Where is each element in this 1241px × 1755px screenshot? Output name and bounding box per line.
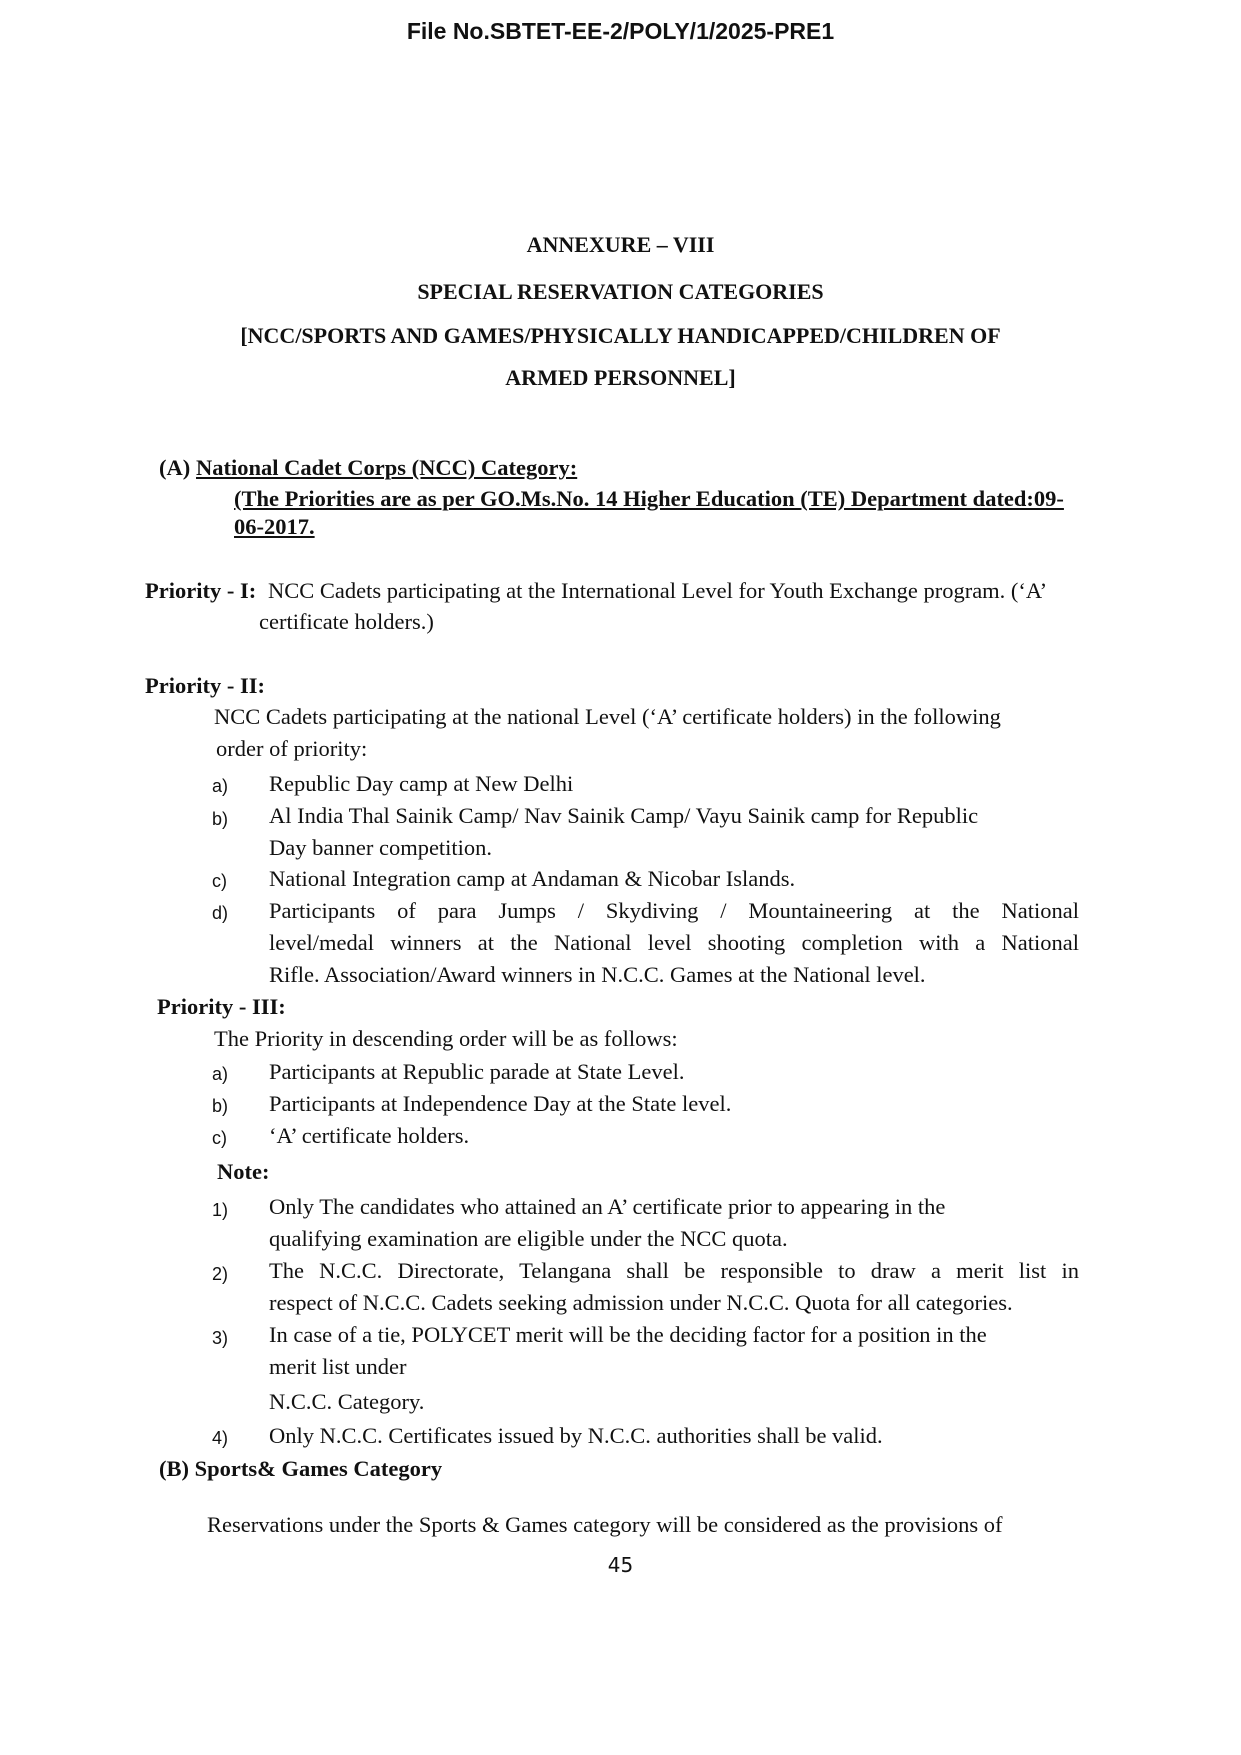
list-item: ‘A’ certificate holders. — [269, 1123, 470, 1148]
list-item-cont: qualifying examination are eligible under the NCC quota. — [269, 1226, 788, 1251]
list-marker: c) — [212, 871, 227, 891]
annexure-heading: ANNEXURE – VIII — [526, 232, 715, 257]
list-item: Al India Thal Sainik Camp/ Nav Sainik Camp/ Vayu Sainik camp for Republic — [269, 803, 979, 828]
priority-2-intro: NCC Cadets participating at the national Level (‘A’ certificate holders) in the following — [214, 704, 1001, 729]
list-marker: d) — [212, 903, 229, 923]
list-item: Participants at Independence Day at the State level. — [269, 1091, 732, 1116]
section-a-heading: National Cadet Corps (NCC) Category: — [196, 455, 578, 480]
list-marker: c) — [212, 1128, 227, 1148]
list-marker: b) — [212, 1096, 229, 1116]
list-item-cont: Day banner competition. — [269, 835, 493, 860]
subtitle-line-1: [NCC/SPORTS AND GAMES/PHYSICALLY HANDICAPPED/CHILDREN OF — [240, 323, 1001, 348]
priority-2-label: Priority - II: — [145, 673, 265, 698]
priority-1-label: Priority - I: — [145, 578, 257, 603]
subtitle-line-2: ARMED PERSONNEL] — [505, 365, 736, 390]
priority-2-intro-cont: order of priority: — [216, 736, 368, 761]
list-item: Participants at Republic parade at State Level. — [269, 1059, 685, 1084]
list-item: Only N.C.C. Certificates issued by N.C.C. authorities shall be valid. — [269, 1423, 883, 1448]
list-item: Participants of para Jumps / Skydiving / Mountaineering at the National — [269, 898, 1079, 923]
list-item: Republic Day camp at New Delhi — [269, 771, 574, 796]
list-item-cont: merit list under — [269, 1354, 407, 1379]
list-item: Only The candidates who attained an A’ certificate prior to appearing in the — [269, 1194, 946, 1219]
file-number: File No.SBTET-EE-2/POLY/1/2025-PRE1 — [406, 18, 835, 44]
priority-3-label: Priority - III: — [157, 994, 286, 1019]
list-marker: 2) — [212, 1264, 229, 1284]
page-title: SPECIAL RESERVATION CATEGORIES — [417, 279, 824, 304]
note-label: Note: — [217, 1159, 270, 1184]
section-b-text: Reservations under the Sports & Games category will be considered as the provisions of — [207, 1512, 1003, 1537]
section-a-label: (A) — [159, 455, 191, 480]
section-a-go-reference: (The Priorities are as per GO.Ms.No. 14 Higher Education (TE) Department dated:09- — [234, 486, 1064, 511]
list-item-cont: level/medal winners at the National level shooting completion with a National — [269, 930, 1079, 955]
priority-1-text: NCC Cadets participating at the International Level for Youth Exchange program. (‘A’ — [268, 578, 1048, 603]
list-marker: 1) — [212, 1200, 229, 1220]
section-b-heading: (B) Sports& Games Category — [159, 1456, 443, 1481]
list-item-cont: Rifle. Association/Award winners in N.C.C. Games at the National level. — [269, 962, 926, 987]
priority-3-intro: The Priority in descending order will be as follows: — [214, 1026, 678, 1051]
list-item: National Integration camp at Andaman & Nicobar Islands. — [269, 866, 796, 891]
list-marker: 3) — [212, 1328, 229, 1348]
list-item: In case of a tie, POLYCET merit will be the deciding factor for a position in the — [269, 1322, 987, 1347]
section-a-go-reference-cont: 06-2017. — [234, 514, 315, 539]
list-marker: 4) — [212, 1428, 229, 1448]
list-marker: a) — [212, 776, 229, 796]
list-item-cont: respect of N.C.C. Cadets seeking admission under N.C.C. Quota for all categories. — [269, 1290, 1013, 1315]
priority-1-text-cont: certificate holders.) — [259, 609, 434, 634]
list-item: The N.C.C. Directorate, Telangana shall be responsible to draw a merit list in — [269, 1258, 1079, 1283]
list-marker: a) — [212, 1064, 229, 1084]
list-item-cont: N.C.C. Category. — [269, 1389, 425, 1414]
list-marker: b) — [212, 809, 229, 829]
page-number: 45 — [607, 1553, 634, 1577]
